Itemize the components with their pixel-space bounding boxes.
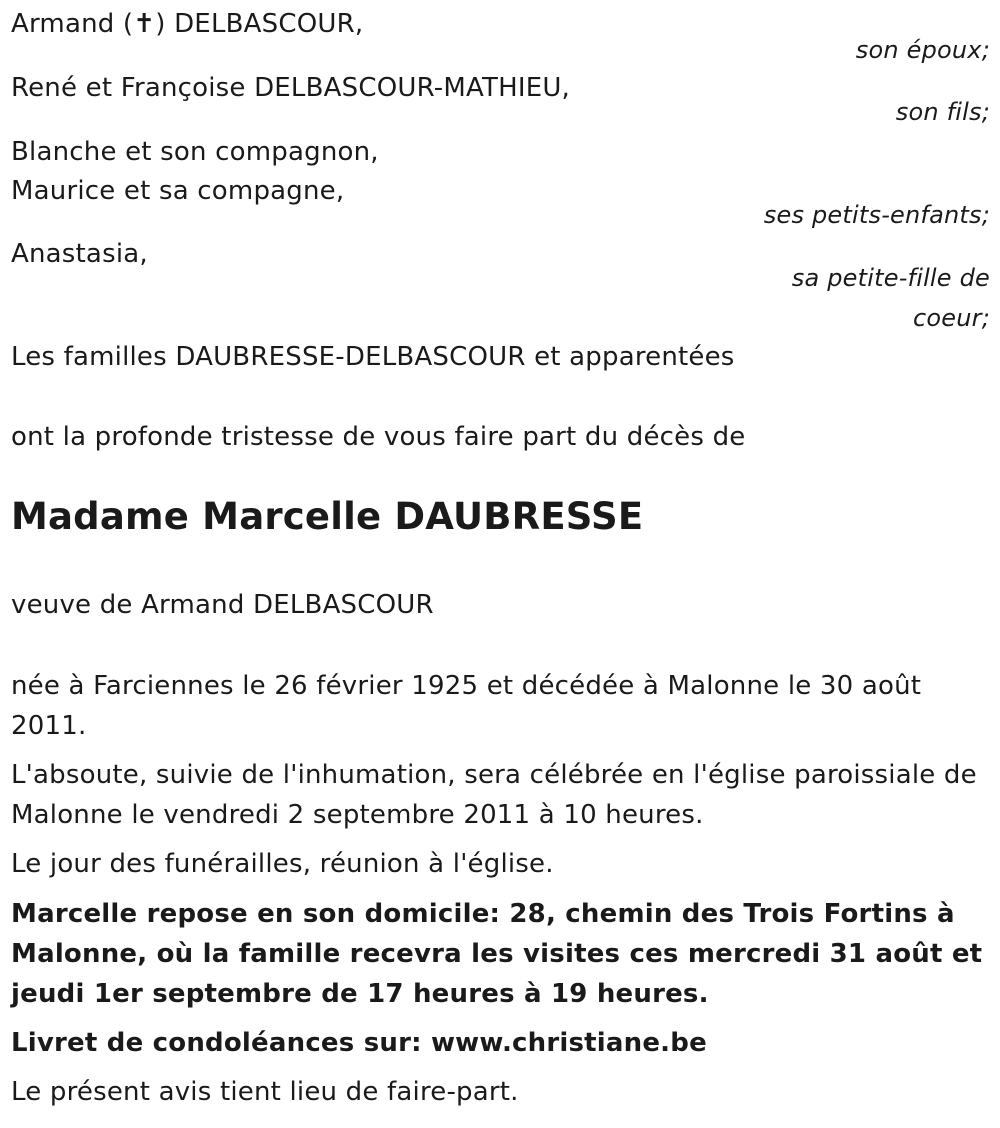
- visits-paragraph: Marcelle repose en son domicile: 28, chemin des Trois Fortins à Malonne, où la famille recevra les visites ces mercredi 31 août et jeudi 1er septembre de 17 heures à 19 heures.: [11, 899, 983, 1009]
- relative-grandchild-name: Maurice et sa compagne,: [11, 176, 345, 206]
- intro-line: ont la profonde tristesse de vous faire part du décès de: [11, 422, 746, 452]
- relative-spouse-name: [11, 8, 363, 40]
- relative-son-name: René et Françoise DELBASCOUR-MATHIEU,: [11, 73, 571, 103]
- spouse-name-part: ) DELBASCOUR,: [155, 9, 364, 39]
- cross-icon: ✝: [133, 9, 156, 39]
- relative-grandchildren-role: ses petits-enfants;: [763, 201, 990, 229]
- meeting-paragraph: Le jour des funérailles, réunion à l'église.: [11, 849, 554, 879]
- relative-son-role: son fils;: [895, 98, 990, 126]
- ceremony-paragraph: L'absoute, suivie de l'inhumation, sera célébrée en l'église paroissiale de Malonne le vendredi 2 septembre 2011 à 10 heures.: [11, 760, 977, 830]
- widow-of-line: veuve de Armand DELBASCOUR: [11, 590, 434, 620]
- relative-granddaughter-role: sa petite-fille de: [791, 264, 990, 292]
- relative-spouse-role: son époux;: [855, 36, 990, 64]
- notice-line: Le présent avis tient lieu de faire-part.: [11, 1077, 519, 1107]
- relative-granddaughter-name: Anastasia,: [11, 239, 148, 269]
- relative-grandchild-name: Blanche et son compagnon,: [11, 137, 379, 167]
- spouse-name-part: Armand (: [11, 9, 134, 39]
- deceased-name: Madame Marcelle DAUBRESSE: [11, 495, 644, 538]
- birth-death-paragraph: née à Farciennes le 26 février 1925 et décédée à Malonne le 30 août 2011.: [11, 671, 922, 741]
- relative-granddaughter-role: coeur;: [912, 304, 990, 332]
- families-line: Les familles DAUBRESSE-DELBASCOUR et apparentées: [11, 342, 735, 372]
- condolences-line: Livret de condoléances sur: www.christiane.be: [11, 1028, 707, 1058]
